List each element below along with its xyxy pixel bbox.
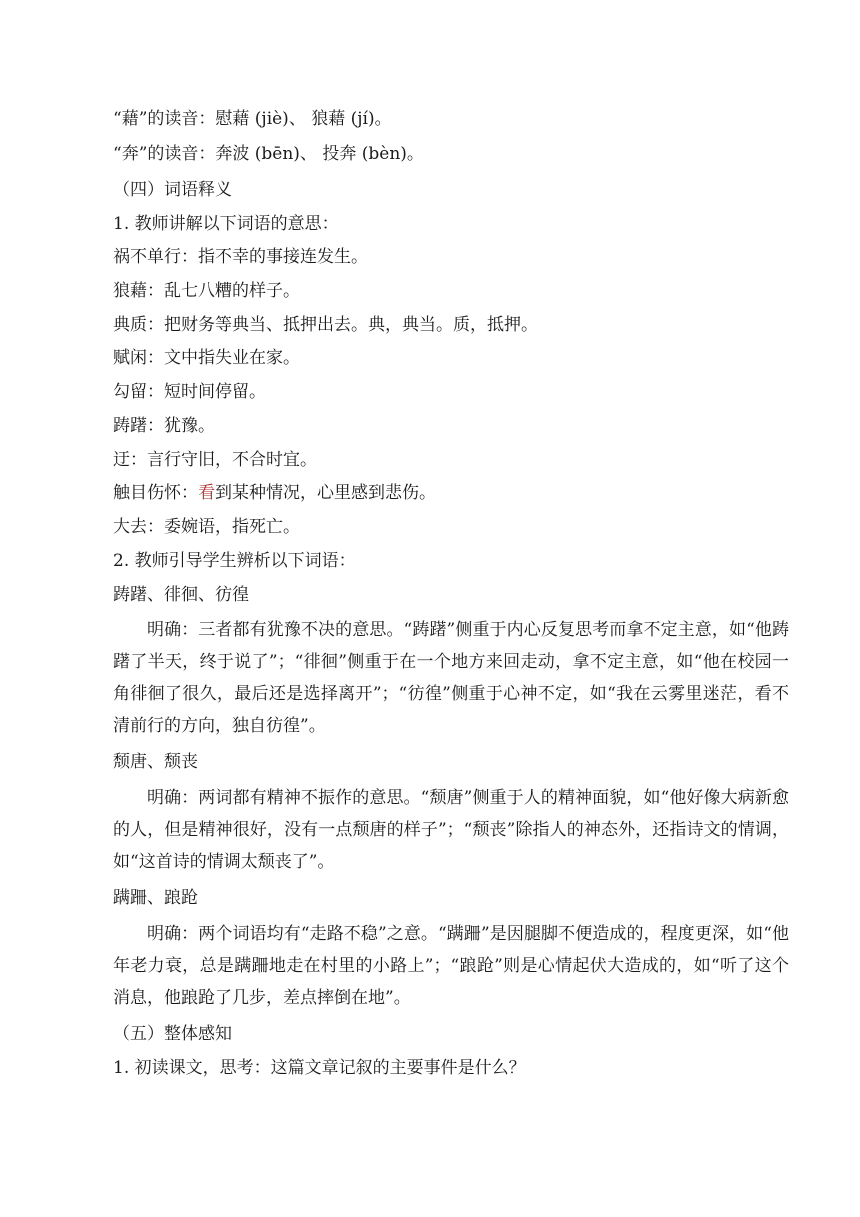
pronunciation-line-jie: “藉”的读音：慰藉 (jiè)、 狼藉 (jí)。 <box>113 109 392 129</box>
definition-1: 祸不单行：指不幸的事接连发生。 <box>113 247 368 267</box>
list-item-2: 2. 教师引导学生辨析以下词语： <box>113 551 356 571</box>
definition-2: 狼藉：乱七八糟的样子。 <box>113 281 300 301</box>
explanation-paragraph-2: 明确：两词都有精神不振作的意思。“颓唐”侧重于人的精神面貌，如“他好像大病新愈的人，但是精神很好，没有一点颓唐的样子”；“颓丧”除指人的神态外，还指诗文的情调，如“这首诗的情调太颓丧了”。 <box>113 788 789 872</box>
word-group-1: 踌躇、徘徊、彷徨 <box>113 585 249 605</box>
section-heading-4: （四）词语释义 <box>113 180 232 200</box>
word-group-2: 颓唐、颓丧 <box>113 752 198 772</box>
definition-9: 大去：委婉语，指死亡。 <box>113 517 300 537</box>
definition-7: 迂：言行守旧，不合时宜。 <box>113 450 317 470</box>
pronunciation-line-ben: “奔”的读音：奔波 (bēn)、 投奔 (bèn)。 <box>113 144 424 164</box>
definition-5: 勾留：短时间停留。 <box>113 382 266 402</box>
definition-3: 典质：把财务等典当、抵押出去。典，典当。质，抵押。 <box>113 315 538 335</box>
section-heading-5: （五）整体感知 <box>113 1024 232 1044</box>
definition-4: 赋闲：文中指失业在家。 <box>113 348 300 368</box>
explanation-paragraph-3: 明确：两个词语均有“走路不稳”之意。“蹒跚”是因腿脚不便造成的，程度更深，如“他年老力衰，总是蹒跚地走在村里的小路上”；“踉跄”则是心情起伏大造成的，如“听了这个消息，他踉跄了几步，差点摔倒在地”。 <box>113 924 789 1008</box>
list-item-3: 1. 初读课文，思考：这篇文章记叙的主要事件是什么？ <box>113 1058 526 1078</box>
definition-8 <box>113 482 436 504</box>
highlighted-char: 看 <box>198 483 215 503</box>
definition-8-term: 触目伤怀： <box>113 483 198 503</box>
list-item-1: 1. 教师讲解以下词语的意思： <box>113 214 339 234</box>
definition-8-rest: 到某种情况，心里感到悲伤。 <box>215 483 436 503</box>
definition-6: 踌躇：犹豫。 <box>113 416 215 436</box>
word-group-3: 蹒跚、踉跄 <box>113 888 198 908</box>
explanation-paragraph-1: 明确：三者都有犹豫不决的意思。“踌躇”侧重于内心反复思考而拿不定主意，如“他踌躇了半天，终于说了”；“徘徊”侧重于在一个地方来回走动，拿不定主意，如“他在校园一角徘徊了很久，最后还是选择离开”；“彷徨”侧重于心神不定，如“我在云雾里迷茫，看不清前行的方向，独自彷徨”。 <box>113 620 789 736</box>
